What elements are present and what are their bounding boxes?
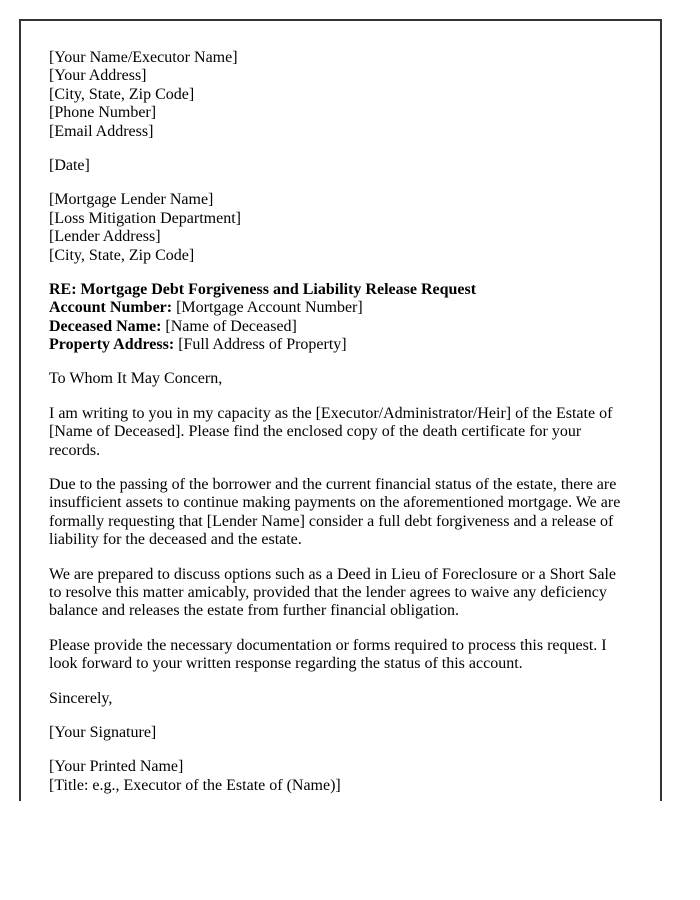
property-address-value: [Full Address of Property] [178, 336, 347, 354]
body-paragraph-capacity: I am writing to you in my capacity as the [Executor/Administrator/Heir] of the Estate of [Name of Deceased]. Please find the enclosed copy of the death certificate for your records. [49, 404, 613, 459]
signature-line: [Your Signature] [49, 723, 157, 741]
body-paragraph-options: We are prepared to discuss options such as a Deed in Lieu of Foreclosure or a Short Sale to resolve this matter amicably, provided that the lender agrees to waive any deficiency balance and releases the estate from further financial obligation. [49, 565, 616, 620]
deceased-name-label: Deceased Name: [49, 317, 162, 335]
sender-phone-line: [Phone Number] [49, 104, 157, 122]
recipient-city-state-zip-line: [City, State, Zip Code] [49, 246, 195, 264]
property-address-label: Property Address: [49, 336, 175, 354]
sender-city-state-zip-line: [City, State, Zip Code] [49, 85, 195, 103]
signoff-block [49, 758, 632, 795]
subject-block [49, 281, 632, 355]
salutation-line: To Whom It May Concern, [49, 370, 223, 388]
printed-name-line: [Your Printed Name] [49, 758, 184, 776]
deceased-name-value: [Name of Deceased] [165, 317, 297, 335]
subject-re-line: RE: Mortgage Debt Forgiveness and Liability Release Request [49, 280, 477, 298]
sender-name-line: [Your Name/Executor Name] [49, 49, 238, 66]
body-paragraph-insufficient-assets: Due to the passing of the borrower and the current financial status of the estate, there are insufficient assets to continue making payments on the aforementioned mortgage. We are formally requesting that [Lender Name] consider a full debt forgiveness and a release of liability for the deceased and the estate. [49, 476, 621, 549]
sender-address-line: [Your Address] [49, 67, 147, 85]
letter-page [19, 19, 662, 801]
sender-block [49, 49, 632, 141]
account-number-value: [Mortgage Account Number] [176, 299, 363, 317]
recipient-lender-name-line: [Mortgage Lender Name] [49, 191, 214, 209]
title-line: [Title: e.g., Executor of the Estate of (Name)] [49, 776, 341, 794]
date-line: [Date] [49, 156, 90, 174]
account-number-label: Account Number: [49, 299, 173, 317]
sender-email-line: [Email Address] [49, 122, 154, 140]
recipient-department-line: [Loss Mitigation Department] [49, 209, 241, 227]
recipient-block [49, 191, 632, 265]
body-paragraph-documentation: Please provide the necessary documentation or forms required to process this request. I look forward to your written response regarding the status of this account. [49, 636, 607, 673]
closing-line: Sincerely, [49, 689, 113, 707]
recipient-address-line: [Lender Address] [49, 228, 161, 246]
